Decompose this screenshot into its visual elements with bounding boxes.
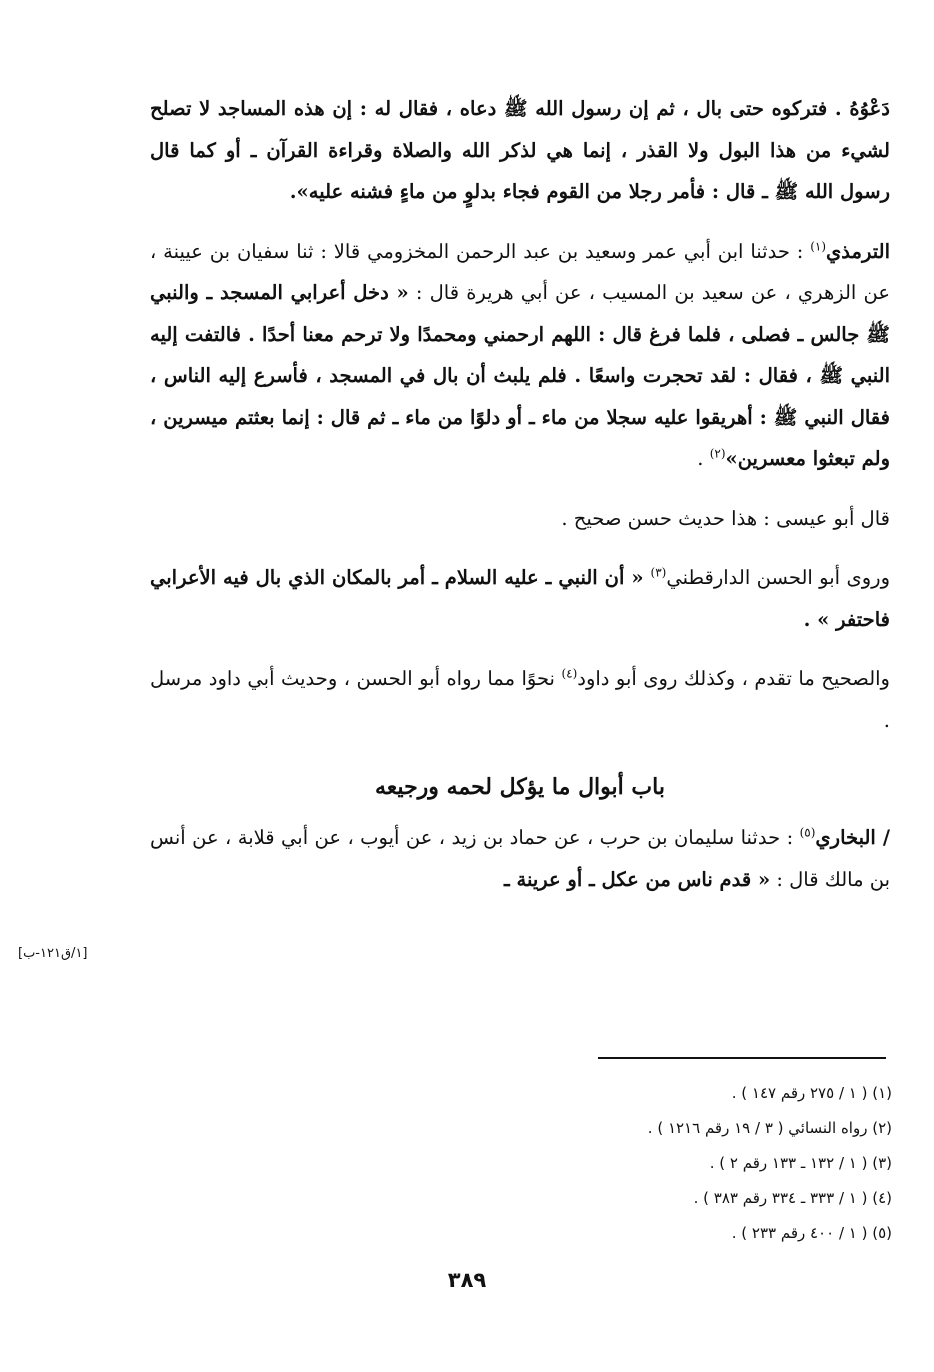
- paragraph-hadith-continuation: دَعْوُهُ . فتركوه حتى بال ، ثم إن رسول الله ﷺ دعاه ، فقال له : إن هذه المساجد لا تصلح لشيء من هذا البول ولا القذر ، إنما هي لذكر الله والصلاة وقراءة القرآن ـ أو كما قال رسول الله ﷺ ـ قال : فأمر رجلا من القوم فجاء بدلوٍ من ماءٍ فشنه عليه».: [150, 97, 890, 203]
- footnote-ref[interactable]: (٥): [799, 825, 816, 840]
- footnote-ref[interactable]: (٣): [650, 565, 667, 580]
- paragraph-tirmidhi: [150, 231, 890, 480]
- manuscript-folio-marker: [١/ق١٢١-ب]: [18, 946, 88, 961]
- footnote-item: (٣) ( ١ / ١٣٢ ـ ١٣٣ رقم ٢ ) .: [709, 1154, 892, 1172]
- narration-intro: وروى أبو الحسن الدارقطني: [666, 566, 890, 589]
- footnote-ref[interactable]: (٤): [561, 666, 578, 681]
- footnote-item: (٥) ( ١ / ٤٠٠ رقم ٢٣٣ ) .: [731, 1224, 892, 1242]
- paragraph-abu-dawud: [150, 658, 890, 741]
- main-text: [150, 88, 890, 900]
- author-name: / البخاري: [815, 826, 890, 849]
- footnotes: [132, 1076, 892, 1251]
- footnote-separator: [598, 1057, 886, 1059]
- narration-rest: نحوًا مما رواه أبو الحسن ، وحديث أبي داود مرسل .: [150, 667, 890, 732]
- footnote-item: (١) ( ١ / ٢٧٥ رقم ١٤٧ ) .: [731, 1084, 892, 1102]
- page-number: ٣٨٩: [447, 1268, 487, 1292]
- narration-intro: والصحيح ما تقدم ، وكذلك روى أبو داود: [577, 667, 890, 690]
- chapter-heading: باب أبوال ما يؤكل لحمه ورجيعه: [375, 774, 665, 800]
- footnote-ref[interactable]: (١): [810, 239, 827, 253]
- paragraph-daraqutni: [150, 557, 890, 640]
- footnote-item: (٤) ( ١ / ٣٣٣ ـ ٣٣٤ رقم ٣٨٣ ) .: [693, 1189, 892, 1207]
- isnad-text: : حدثنا ابن أبي عمر وسعيد بن عبد الرحمن المخزومي قالا : ثنا سفيان بن عيينة ، عن الزهري ، عن سعيد بن المسيب ، عن أبي هريرة قال :: [150, 239, 890, 304]
- isnad-text: : حدثنا سليمان بن حرب ، عن حماد بن زيد ، عن أيوب ، عن أبي قلابة ، عن أنس بن مالك قال :: [150, 826, 890, 891]
- paragraph-bukhari: [150, 817, 890, 900]
- punctuation: .: [697, 447, 710, 470]
- footnote-item: (٢) رواه النسائي ( ٣ / ١٩ رقم ١٢١٦ ) .: [647, 1119, 892, 1137]
- matn-text: « دخل أعرابي المسجد ـ والنبي ﷺ جالس ـ فصلى ، فلما فرغ قال : اللهم ارحمني ومحمدًا ولا ترحم معنا أحدًا . فالتفت إليه النبي ﷺ ، فقال : لقد تحجرت واسعًا . فلم يلبث أن بال في المسجد ، فأسرع إليه الناس ، فقال النبي ﷺ : أهريقوا عليه سجلا من ماء ـ أو دلوًا من ماء ـ ثم قال : إنما بعثتم ميسرين ، ولم تبعثوا معسرين»: [150, 281, 890, 470]
- footnote-ref[interactable]: (٢): [709, 446, 726, 461]
- paragraph-abu-isa: قال أبو عيسى : هذا حديث حسن صحيح .: [561, 506, 890, 530]
- matn-text: « قدم ناس من عكل ـ أو عرينة ـ: [503, 867, 771, 891]
- matn-text: « أن النبي ـ عليه السلام ـ أمر بالمكان الذي بال فيه الأعرابي فاحتفر » .: [150, 566, 890, 631]
- author-name: الترمذي: [826, 239, 890, 263]
